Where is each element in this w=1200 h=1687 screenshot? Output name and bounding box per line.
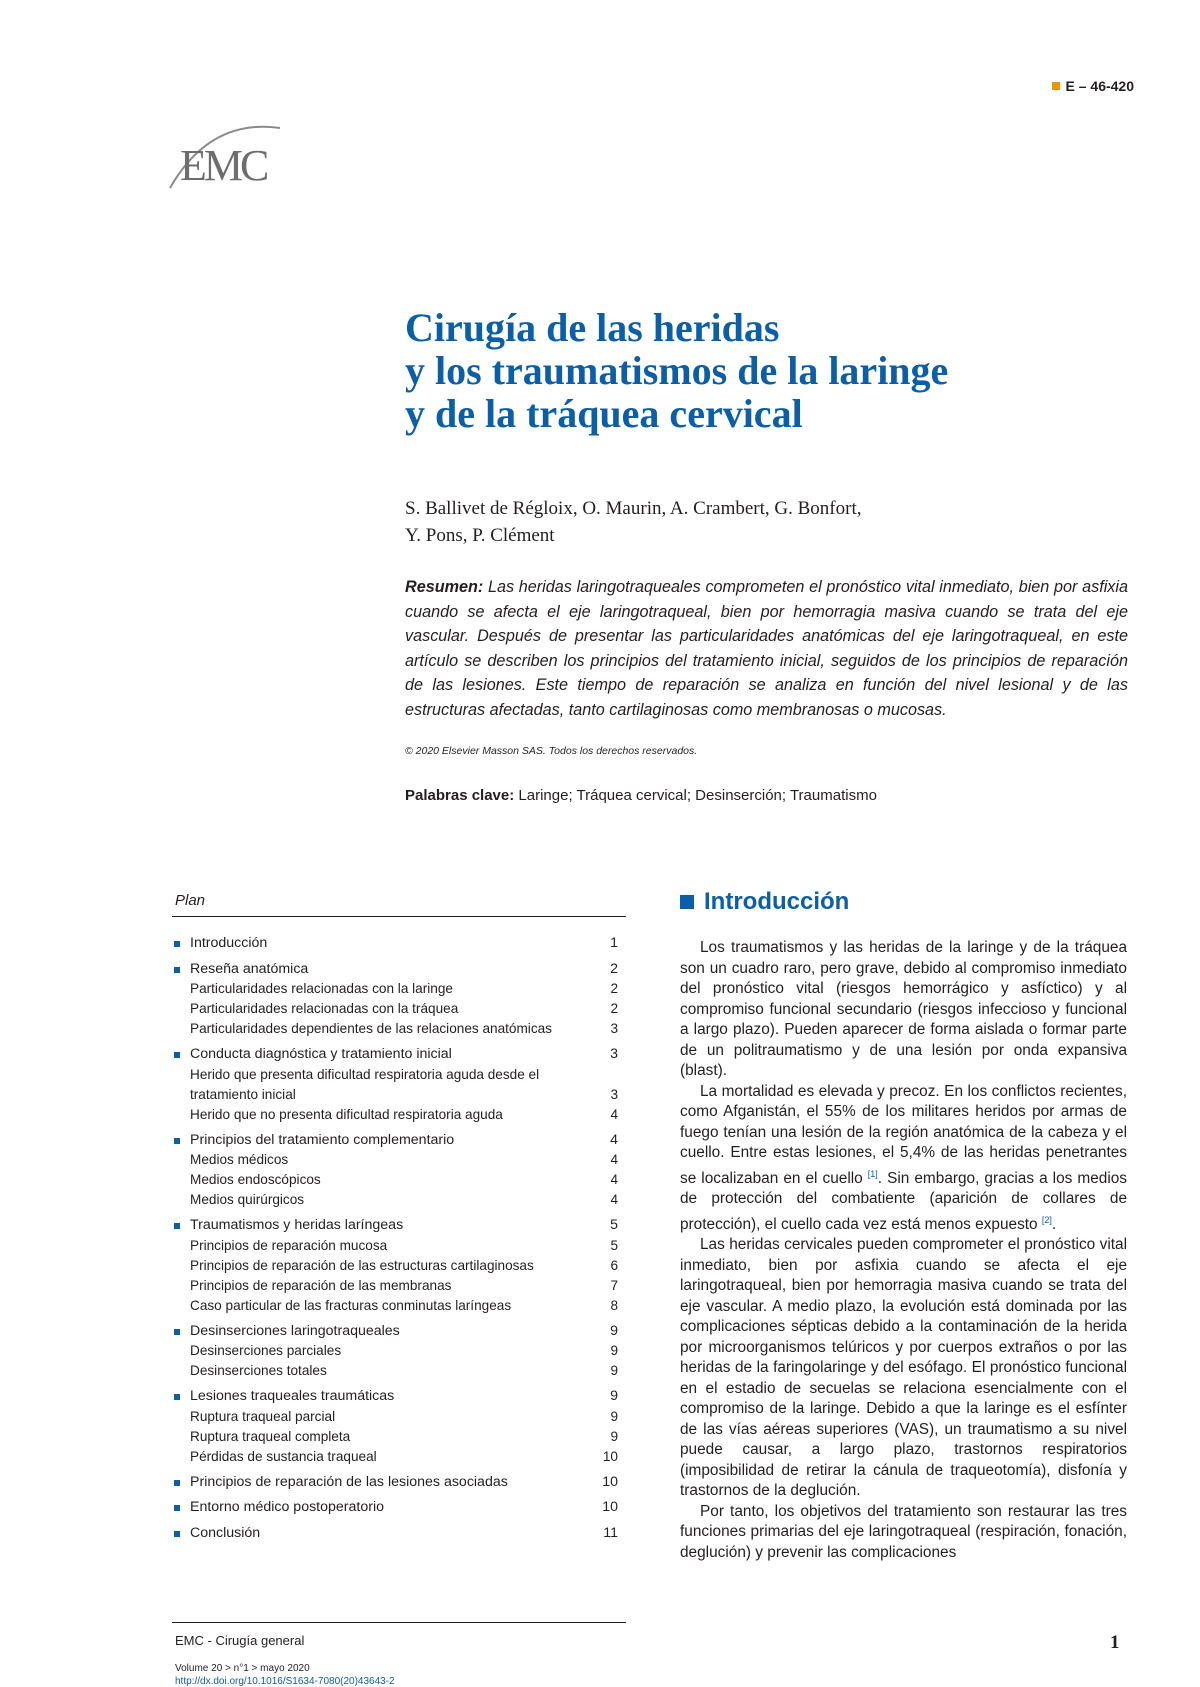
paragraph: Por tanto, los objetivos del tratamiento son restaurar las tres funciones primarias del eje laringotraqueal (respiración, fonación, deglución) y prevenir las complicaciones <box>680 1502 1127 1561</box>
abstract-text: Las heridas laringotraqueales comprometen el pronóstico vital inmediato, bien por asfixia cuando se afecta el eje laringotraqueal, bien por hemorragia masiva cuando se trata del eje vascular. Después de presentar las particularidades anatómicas del eje laringotraqueal, en este artículo se describen los principios del tratamiento inicial, seguidos de los principios de reparación de las lesiones. Este tiempo de reparación se analiza en función del nivel lesional y de las estructuras afectadas, tanto cartilaginosas como membranosas o mucosas. <box>405 578 1128 719</box>
plan-item-label: Particularidades relacionadas con la laringe <box>190 981 453 996</box>
reference-link[interactable]: [2] <box>1041 1214 1052 1225</box>
square-bullet-icon <box>174 1394 180 1400</box>
orange-square-icon <box>1052 82 1060 90</box>
plan-item-page: 6 <box>610 1257 618 1273</box>
square-bullet-icon <box>174 941 180 947</box>
plan-bottom-divider <box>172 1622 626 1623</box>
footer-volume: Volume 20 > n°1 > mayo 2020 <box>175 1663 310 1674</box>
plan-section[interactable] <box>172 934 626 954</box>
plan-item-page: 10 <box>602 1473 618 1490</box>
plan-item-label: Medios médicos <box>190 1152 289 1167</box>
plan-item-label: Principios de reparación mucosa <box>190 1237 388 1253</box>
reference-code: E – 46-420 <box>1065 78 1134 94</box>
plan-item-label: Principios de reparación de las estructuras cartilaginosas <box>190 1257 534 1273</box>
plan-item-page: 11 <box>603 1524 618 1541</box>
plan-item-label: Medios quirúrgicos <box>190 1192 305 1207</box>
article-title <box>405 306 1125 435</box>
plan-item-page: 4 <box>610 1172 618 1187</box>
plan-item-label: Herido que presenta dificultad respiratoria aguda desde el tratamiento inicial <box>190 1066 540 1102</box>
plan-item-page: 8 <box>610 1297 618 1313</box>
plan-item-page: 2 <box>610 981 618 996</box>
blue-square-icon <box>680 895 694 909</box>
plan-item-page: 3 <box>610 1086 618 1102</box>
plan-section[interactable] <box>172 1473 626 1493</box>
title-line: Cirugía de las heridas <box>405 305 780 350</box>
plan-item-label: Medios endoscópicos <box>190 1172 321 1187</box>
paragraph: La mortalidad es elevada y precoz. En los conflictos recientes, como Afganistán, el 55% de los militares heridos por armas de fuego tenían una lesión de la región anatómica de la cabeza y el cuello. Entre estas lesiones, el 5,4% de las heridas penetrantes se localizaban en el cuello [1]. Sin embargo, gracias a los medios de protección del combatiente (aparición de collares de protección), el cuello cada vez está menos expuesto [2]. <box>680 1082 1127 1233</box>
plan-section[interactable] <box>172 1131 626 1151</box>
plan-subsection[interactable] <box>172 1019 626 1039</box>
plan-item-label: Principios de reparación de las lesiones asociadas <box>190 1473 508 1490</box>
plan-item-label: Desinserciones laringotraqueales <box>190 1322 400 1339</box>
plan-subsection[interactable] <box>172 1256 626 1276</box>
plan-item-label: Conducta diagnóstica y tratamiento inicial <box>190 1046 452 1062</box>
plan-subsection[interactable] <box>172 1447 626 1467</box>
emc-logo <box>160 108 290 208</box>
square-bullet-icon <box>174 1329 180 1335</box>
abstract <box>405 575 1128 723</box>
authors-line: Y. Pons, P. Clément <box>405 525 555 546</box>
plan-item-label: Particularidades dependientes de las relaciones anatómicas <box>190 1021 552 1036</box>
keywords-text: Laringe; Tráquea cervical; Desinserción; Traumatismo <box>514 787 877 804</box>
plan-item-page: 9 <box>610 1408 618 1424</box>
plan-section[interactable] <box>172 1498 626 1518</box>
plan-item-label: Ruptura traqueal parcial <box>190 1408 336 1424</box>
plan-item-page: 4 <box>610 1152 618 1167</box>
plan-item-page: 10 <box>602 1499 618 1515</box>
plan-item-page: 5 <box>610 1217 618 1233</box>
plan-subsection[interactable] <box>172 1341 626 1361</box>
plan-item-page: 5 <box>610 1237 618 1253</box>
plan-item-page: 9 <box>610 1428 618 1444</box>
plan-item-label: Pérdidas de sustancia traqueal <box>190 1448 377 1464</box>
logo-text: EMC <box>180 141 267 190</box>
keywords-label: Palabras clave: <box>405 787 515 804</box>
plan-item-label: Ruptura traqueal completa <box>190 1428 351 1444</box>
plan-item-page: 9 <box>610 1363 618 1378</box>
footer-source: EMC - Cirugía general <box>175 1633 305 1648</box>
plan-item-page: 9 <box>610 1388 618 1404</box>
plan-subsection[interactable] <box>172 1276 626 1296</box>
plan-item-label: Introducción <box>190 935 268 951</box>
plan-item-page: 1 <box>610 935 618 951</box>
square-bullet-icon <box>174 967 180 973</box>
plan-section[interactable] <box>172 1216 626 1236</box>
plan-subsection[interactable] <box>172 1296 626 1316</box>
plan-item-label: Principios de reparación de las membranas <box>190 1277 452 1293</box>
title-line: y los traumatismos de la laringe <box>405 348 949 393</box>
plan-item-label: Lesiones traqueales traumáticas <box>190 1388 395 1404</box>
square-bullet-icon <box>174 1505 180 1511</box>
plan-item-page: 10 <box>602 1448 618 1464</box>
plan-item-label: Desinserciones parciales <box>190 1343 342 1358</box>
plan-item-page: 4 <box>610 1192 618 1207</box>
plan-item-page: 7 <box>610 1277 618 1293</box>
plan-item-label: Entorno médico postoperatorio <box>190 1499 385 1515</box>
plan-subsection[interactable] <box>172 979 626 999</box>
square-bullet-icon <box>174 1138 180 1144</box>
reference-link[interactable]: [1] <box>867 1168 878 1179</box>
authors-line: S. Ballivet de Régloix, O. Maurin, A. Crambert, G. Bonfort, <box>405 498 862 519</box>
authors <box>405 495 1125 549</box>
plan-item-label: Principios del tratamiento complementario <box>190 1131 455 1148</box>
page-number: 1 <box>1110 1632 1120 1653</box>
plan-section[interactable] <box>172 960 626 980</box>
plan-item-label: Caso particular de las fracturas conminutas laríngeas <box>190 1297 512 1313</box>
introduction-heading-text: Introducción <box>704 888 850 915</box>
plan-subsection[interactable] <box>172 1065 626 1105</box>
introduction-body <box>680 938 1127 1563</box>
abstract-label: Resumen: <box>405 578 484 596</box>
plan-subsection[interactable] <box>172 1105 626 1125</box>
document-reference <box>1052 78 1135 94</box>
plan-item-page: 9 <box>610 1343 618 1358</box>
square-bullet-icon <box>174 1480 180 1486</box>
plan-item-label: Herido que no presenta dificultad respiratoria aguda <box>190 1106 503 1122</box>
title-line: y de la tráquea cervical <box>405 391 803 436</box>
plan-item-page: 4 <box>610 1106 618 1122</box>
plan-item-page: 2 <box>610 1001 618 1016</box>
doi-link[interactable]: http://dx.doi.org/10.1016/S1634-7080(20)43643-2 <box>175 1676 395 1687</box>
plan-item-label: Reseña anatómica <box>190 960 309 977</box>
plan-section[interactable] <box>172 1524 626 1544</box>
keywords <box>405 787 877 804</box>
plan-item-label: Particularidades relacionadas con la tráquea <box>190 1001 459 1016</box>
plan-subsection[interactable] <box>172 1407 626 1427</box>
square-bullet-icon <box>174 1052 180 1058</box>
plan-item-page: 9 <box>610 1322 618 1339</box>
plan-subsection[interactable] <box>172 1150 626 1170</box>
square-bullet-icon <box>174 1531 180 1537</box>
plan-subsection[interactable] <box>172 1190 626 1210</box>
paragraph: Las heridas cervicales pueden comprometer el pronóstico vital inmediato, bien por asfixia cuando se afecta el eje laringotraqueal, bien por hemorragia masiva cuando se trata del eje vascular. A medio plazo, la evolución está dominada por las complicaciones sépticas debido a la contaminación de la herida por microorganismos telúricos y por cuerpos extraños o por las heridas de la faringolaringe y del esófago. El pronóstico funcional en el estadio de secuelas se relaciona esencialmente con el compromiso de la laringe. Debido a que la laringe es el esfínter de las vías aéreas superiores (VAS), un traumatismo a su nivel puede causar, a largo plazo, trastornos respiratorios (imposibilidad de retirar la cánula de traqueotomía), disfonía y trastornos de la deglución. <box>680 1236 1127 1500</box>
plan-item-page: 3 <box>610 1021 618 1036</box>
plan-item-page: 3 <box>610 1046 618 1062</box>
plan-list <box>172 934 626 1543</box>
plan-top-divider <box>172 916 626 917</box>
plan-subsection[interactable] <box>172 1170 626 1190</box>
plan-item-label: Traumatismos y heridas laríngeas <box>190 1217 404 1233</box>
introduction-heading <box>680 888 849 916</box>
plan-item-page: 4 <box>610 1131 618 1148</box>
plan-item-label: Desinserciones totales <box>190 1363 327 1378</box>
copyright: © 2020 Elsevier Masson SAS. Todos los derechos reservados. <box>405 745 698 757</box>
plan-section[interactable] <box>172 1045 626 1065</box>
plan-item-label: Conclusión <box>190 1524 261 1541</box>
plan-subsection[interactable] <box>172 999 626 1019</box>
plan-section[interactable] <box>172 1322 626 1342</box>
plan-item-page: 2 <box>610 960 618 977</box>
square-bullet-icon <box>174 1223 180 1229</box>
plan-subsection[interactable] <box>172 1236 626 1256</box>
plan-title: Plan <box>175 892 206 909</box>
plan-subsection[interactable] <box>172 1427 626 1447</box>
plan-section[interactable] <box>172 1387 626 1407</box>
paragraph: Los traumatismos y las heridas de la laringe y de la tráquea son un cuadro raro, pero grave, debido al compromiso inmediato del pronóstico vital (riesgos hemorrágico y asfíctico) y al compromiso funcional secundario (riesgos infeccioso y funcional a largo plazo). Pueden aparecer de forma aislada o formar parte de un politraumatismo y de una lesión por onda expansiva (blast). <box>680 939 1127 1079</box>
plan-subsection[interactable] <box>172 1361 626 1381</box>
